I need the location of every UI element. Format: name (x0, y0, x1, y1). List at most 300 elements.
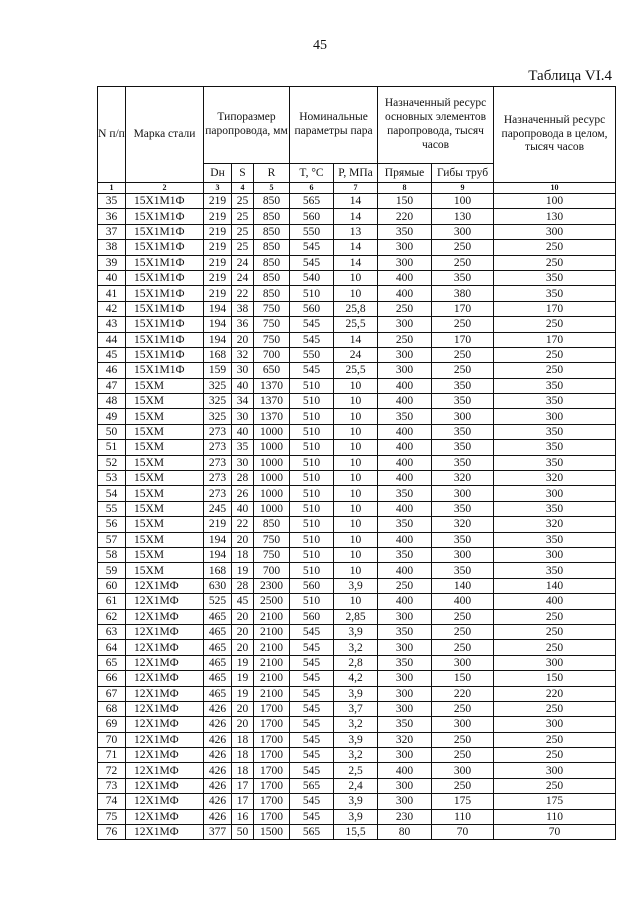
cell-bends: 350 (432, 270, 494, 285)
cell-steel-grade: 15Х1М1Ф (126, 224, 204, 239)
cell-total-resource: 170 (494, 301, 616, 316)
table-row (98, 609, 616, 624)
cell-pressure: 14 (334, 332, 378, 347)
cell-steel-grade: 15Х1М1Ф (126, 301, 204, 316)
cell-dn: 194 (204, 332, 232, 347)
cell-straight: 350 (378, 547, 432, 562)
cell-pressure: 4,2 (334, 671, 378, 686)
cell-s: 20 (232, 624, 254, 639)
cell-total-resource: 250 (494, 701, 616, 716)
cell-n: 52 (98, 455, 126, 470)
cell-pressure: 14 (334, 255, 378, 270)
cell-dn: 426 (204, 701, 232, 716)
cell-steel-grade: 12Х1МФ (126, 825, 204, 840)
header-r: R (254, 164, 290, 183)
cell-steel-grade: 15ХМ (126, 409, 204, 424)
table-row (98, 424, 616, 439)
cell-s: 38 (232, 301, 254, 316)
cell-r: 1000 (254, 440, 290, 455)
table-row (98, 624, 616, 639)
cell-straight: 300 (378, 701, 432, 716)
cell-steel-grade: 12Х1МФ (126, 578, 204, 593)
cell-total-resource: 250 (494, 255, 616, 270)
cell-straight: 250 (378, 301, 432, 316)
cell-total-resource: 70 (494, 825, 616, 840)
cell-temperature: 510 (290, 532, 334, 547)
cell-s: 30 (232, 409, 254, 424)
cell-straight: 350 (378, 517, 432, 532)
cell-r: 2100 (254, 686, 290, 701)
cell-pressure: 14 (334, 209, 378, 224)
cell-straight: 400 (378, 270, 432, 285)
cell-temperature: 510 (290, 594, 334, 609)
cell-temperature: 510 (290, 517, 334, 532)
cell-r: 750 (254, 532, 290, 547)
cell-temperature: 510 (290, 440, 334, 455)
cell-dn: 159 (204, 363, 232, 378)
cell-bends: 300 (432, 409, 494, 424)
cell-total-resource: 300 (494, 486, 616, 501)
cell-r: 850 (254, 517, 290, 532)
cell-s: 20 (232, 532, 254, 547)
header-steam-parameters: Номинальные параметры пара (290, 87, 378, 164)
cell-dn: 325 (204, 394, 232, 409)
table-row (98, 255, 616, 270)
cell-straight: 300 (378, 609, 432, 624)
table-body (98, 194, 616, 840)
table-row (98, 501, 616, 516)
cell-dn: 465 (204, 686, 232, 701)
cell-bends: 350 (432, 424, 494, 439)
cell-n: 58 (98, 547, 126, 562)
cell-r: 850 (254, 224, 290, 239)
cell-steel-grade: 12Х1МФ (126, 701, 204, 716)
cell-straight: 300 (378, 748, 432, 763)
cell-pressure: 14 (334, 194, 378, 209)
cell-total-resource: 300 (494, 655, 616, 670)
cell-temperature: 545 (290, 794, 334, 809)
cell-s: 24 (232, 270, 254, 285)
cell-straight: 400 (378, 501, 432, 516)
cell-total-resource: 250 (494, 748, 616, 763)
cell-straight: 250 (378, 332, 432, 347)
cell-dn: 219 (204, 194, 232, 209)
cell-straight: 400 (378, 532, 432, 547)
cell-r: 750 (254, 317, 290, 332)
table-row (98, 240, 616, 255)
cell-temperature: 545 (290, 332, 334, 347)
cell-r: 2100 (254, 671, 290, 686)
cell-dn: 194 (204, 532, 232, 547)
cell-s: 28 (232, 471, 254, 486)
cell-pressure: 10 (334, 394, 378, 409)
cell-steel-grade: 15ХМ (126, 394, 204, 409)
cell-pressure: 10 (334, 501, 378, 516)
cell-bends: 320 (432, 517, 494, 532)
cell-straight: 350 (378, 624, 432, 639)
cell-dn: 168 (204, 563, 232, 578)
header-elements-resource: Назначенный ресурс основных элементов паропровода, тысяч часов (378, 87, 494, 164)
cell-s: 25 (232, 240, 254, 255)
table-row (98, 471, 616, 486)
cell-dn: 219 (204, 286, 232, 301)
cell-pressure: 2,85 (334, 609, 378, 624)
cell-r: 2100 (254, 609, 290, 624)
cell-dn: 325 (204, 378, 232, 393)
cell-temperature: 545 (290, 701, 334, 716)
cell-dn: 273 (204, 440, 232, 455)
column-number: 2 (126, 183, 204, 194)
cell-dn: 465 (204, 624, 232, 639)
cell-straight: 400 (378, 440, 432, 455)
cell-total-resource: 350 (494, 563, 616, 578)
cell-n: 69 (98, 717, 126, 732)
cell-temperature: 545 (290, 732, 334, 747)
cell-r: 1000 (254, 501, 290, 516)
cell-total-resource: 150 (494, 671, 616, 686)
table-row (98, 640, 616, 655)
header-n: N п/п (98, 87, 126, 183)
cell-total-resource: 250 (494, 609, 616, 624)
cell-s: 24 (232, 255, 254, 270)
cell-temperature: 550 (290, 347, 334, 362)
header-pipe-size: Типоразмер паропровода, мм (204, 87, 290, 164)
cell-temperature: 540 (290, 270, 334, 285)
table-row (98, 301, 616, 316)
cell-n: 64 (98, 640, 126, 655)
cell-bends: 350 (432, 394, 494, 409)
cell-dn: 465 (204, 640, 232, 655)
cell-temperature: 545 (290, 763, 334, 778)
cell-pressure: 13 (334, 224, 378, 239)
cell-s: 22 (232, 517, 254, 532)
table-row (98, 794, 616, 809)
cell-total-resource: 300 (494, 409, 616, 424)
cell-n: 55 (98, 501, 126, 516)
cell-bends: 300 (432, 763, 494, 778)
table-row (98, 347, 616, 362)
cell-dn: 194 (204, 301, 232, 316)
column-number: 9 (432, 183, 494, 194)
column-number: 1 (98, 183, 126, 194)
cell-bends: 250 (432, 778, 494, 793)
cell-r: 750 (254, 547, 290, 562)
cell-temperature: 545 (290, 363, 334, 378)
cell-total-resource: 250 (494, 363, 616, 378)
cell-pressure: 25,8 (334, 301, 378, 316)
cell-r: 1000 (254, 424, 290, 439)
cell-bends: 350 (432, 378, 494, 393)
header-total-resource: Назначенный ресурс паропровода в целом, тысяч часов (494, 87, 616, 183)
cell-straight: 350 (378, 224, 432, 239)
cell-n: 61 (98, 594, 126, 609)
cell-pressure: 3,9 (334, 578, 378, 593)
cell-steel-grade: 15Х1М1Ф (126, 363, 204, 378)
header-bends: Гибы труб (432, 164, 494, 183)
cell-s: 20 (232, 609, 254, 624)
cell-temperature: 510 (290, 547, 334, 562)
cell-straight: 230 (378, 809, 432, 824)
cell-r: 1000 (254, 486, 290, 501)
cell-n: 51 (98, 440, 126, 455)
cell-temperature: 565 (290, 825, 334, 840)
cell-pressure: 10 (334, 270, 378, 285)
table-row (98, 563, 616, 578)
cell-steel-grade: 15ХМ (126, 471, 204, 486)
cell-temperature: 545 (290, 686, 334, 701)
table-row (98, 209, 616, 224)
cell-r: 1700 (254, 809, 290, 824)
cell-total-resource: 250 (494, 732, 616, 747)
cell-r: 1370 (254, 394, 290, 409)
cell-steel-grade: 12Х1МФ (126, 748, 204, 763)
cell-total-resource: 350 (494, 286, 616, 301)
cell-temperature: 545 (290, 317, 334, 332)
cell-straight: 400 (378, 471, 432, 486)
cell-n: 37 (98, 224, 126, 239)
cell-total-resource: 110 (494, 809, 616, 824)
header-steel-grade: Марка стали (126, 87, 204, 183)
cell-pressure: 3,2 (334, 748, 378, 763)
table-row (98, 547, 616, 562)
cell-dn: 426 (204, 717, 232, 732)
cell-r: 1700 (254, 748, 290, 763)
cell-n: 40 (98, 270, 126, 285)
cell-n: 46 (98, 363, 126, 378)
cell-bends: 300 (432, 547, 494, 562)
cell-total-resource: 350 (494, 394, 616, 409)
cell-n: 76 (98, 825, 126, 840)
cell-n: 66 (98, 671, 126, 686)
cell-steel-grade: 12Х1МФ (126, 624, 204, 639)
cell-straight: 300 (378, 317, 432, 332)
cell-straight: 400 (378, 424, 432, 439)
cell-straight: 320 (378, 732, 432, 747)
cell-s: 26 (232, 486, 254, 501)
cell-steel-grade: 12Х1МФ (126, 640, 204, 655)
cell-s: 25 (232, 209, 254, 224)
cell-bends: 300 (432, 655, 494, 670)
cell-steel-grade: 15Х1М1Ф (126, 332, 204, 347)
cell-temperature: 560 (290, 609, 334, 624)
cell-n: 49 (98, 409, 126, 424)
cell-r: 2100 (254, 624, 290, 639)
cell-r: 850 (254, 209, 290, 224)
cell-r: 1000 (254, 455, 290, 470)
cell-bends: 350 (432, 532, 494, 547)
cell-pressure: 10 (334, 594, 378, 609)
cell-dn: 219 (204, 255, 232, 270)
cell-r: 1000 (254, 471, 290, 486)
table-row (98, 655, 616, 670)
cell-bends: 380 (432, 286, 494, 301)
cell-bends: 170 (432, 301, 494, 316)
cell-dn: 525 (204, 594, 232, 609)
cell-steel-grade: 12Х1МФ (126, 763, 204, 778)
cell-r: 750 (254, 332, 290, 347)
cell-pressure: 25,5 (334, 363, 378, 378)
cell-total-resource: 170 (494, 332, 616, 347)
cell-pressure: 10 (334, 486, 378, 501)
table-row (98, 270, 616, 285)
cell-total-resource: 300 (494, 717, 616, 732)
column-number: 8 (378, 183, 432, 194)
cell-total-resource: 350 (494, 270, 616, 285)
column-number: 4 (232, 183, 254, 194)
cell-dn: 465 (204, 655, 232, 670)
cell-straight: 300 (378, 255, 432, 270)
cell-s: 17 (232, 794, 254, 809)
column-number: 10 (494, 183, 616, 194)
cell-s: 25 (232, 224, 254, 239)
cell-bends: 140 (432, 578, 494, 593)
cell-total-resource: 350 (494, 440, 616, 455)
cell-n: 56 (98, 517, 126, 532)
cell-pressure: 2,5 (334, 763, 378, 778)
cell-straight: 350 (378, 655, 432, 670)
cell-s: 17 (232, 778, 254, 793)
table-row (98, 717, 616, 732)
cell-n: 74 (98, 794, 126, 809)
cell-pressure: 3,2 (334, 640, 378, 655)
cell-s: 19 (232, 563, 254, 578)
cell-s: 40 (232, 378, 254, 393)
table-row (98, 763, 616, 778)
column-number: 3 (204, 183, 232, 194)
cell-r: 1700 (254, 794, 290, 809)
cell-steel-grade: 15Х1М1Ф (126, 317, 204, 332)
cell-steel-grade: 15Х1М1Ф (126, 270, 204, 285)
cell-n: 54 (98, 486, 126, 501)
cell-r: 700 (254, 563, 290, 578)
column-number: 5 (254, 183, 290, 194)
header-straight: Прямые (378, 164, 432, 183)
cell-r: 2300 (254, 578, 290, 593)
cell-temperature: 510 (290, 286, 334, 301)
cell-steel-grade: 15Х1М1Ф (126, 240, 204, 255)
cell-temperature: 510 (290, 471, 334, 486)
table-caption: Таблица VI.4 (528, 68, 612, 84)
cell-r: 1700 (254, 778, 290, 793)
table-row (98, 778, 616, 793)
cell-steel-grade: 15ХМ (126, 517, 204, 532)
column-number: 6 (290, 183, 334, 194)
cell-pressure: 10 (334, 378, 378, 393)
table-row (98, 686, 616, 701)
cell-pressure: 3,9 (334, 732, 378, 747)
cell-bends: 250 (432, 640, 494, 655)
cell-dn: 426 (204, 778, 232, 793)
header-dn: Dн (204, 164, 232, 183)
cell-r: 700 (254, 347, 290, 362)
table-row (98, 732, 616, 747)
cell-temperature: 545 (290, 809, 334, 824)
cell-bends: 250 (432, 255, 494, 270)
cell-pressure: 10 (334, 471, 378, 486)
cell-n: 44 (98, 332, 126, 347)
cell-total-resource: 350 (494, 455, 616, 470)
cell-n: 53 (98, 471, 126, 486)
cell-r: 2100 (254, 640, 290, 655)
cell-steel-grade: 15ХМ (126, 378, 204, 393)
cell-pressure: 10 (334, 532, 378, 547)
cell-s: 16 (232, 809, 254, 824)
table-row (98, 486, 616, 501)
column-number-row (98, 183, 616, 194)
cell-r: 1700 (254, 763, 290, 778)
cell-bends: 250 (432, 701, 494, 716)
table-row (98, 440, 616, 455)
cell-n: 42 (98, 301, 126, 316)
cell-straight: 300 (378, 671, 432, 686)
cell-temperature: 565 (290, 778, 334, 793)
cell-bends: 170 (432, 332, 494, 347)
cell-s: 19 (232, 655, 254, 670)
header-s: S (232, 164, 254, 183)
cell-s: 36 (232, 317, 254, 332)
cell-r: 850 (254, 270, 290, 285)
cell-temperature: 560 (290, 578, 334, 593)
cell-steel-grade: 12Х1МФ (126, 794, 204, 809)
steam-pipeline-resource-table (97, 86, 616, 840)
cell-r: 1700 (254, 717, 290, 732)
cell-n: 41 (98, 286, 126, 301)
cell-bends: 300 (432, 486, 494, 501)
cell-n: 65 (98, 655, 126, 670)
cell-temperature: 545 (290, 640, 334, 655)
cell-s: 18 (232, 748, 254, 763)
cell-bends: 250 (432, 732, 494, 747)
cell-pressure: 3,9 (334, 809, 378, 824)
cell-straight: 350 (378, 717, 432, 732)
cell-bends: 70 (432, 825, 494, 840)
cell-s: 22 (232, 286, 254, 301)
cell-s: 34 (232, 394, 254, 409)
cell-s: 32 (232, 347, 254, 362)
cell-steel-grade: 15Х1М1Ф (126, 209, 204, 224)
cell-s: 19 (232, 686, 254, 701)
cell-steel-grade: 12Х1МФ (126, 717, 204, 732)
cell-straight: 400 (378, 286, 432, 301)
cell-dn: 168 (204, 347, 232, 362)
cell-straight: 350 (378, 486, 432, 501)
cell-dn: 273 (204, 424, 232, 439)
cell-pressure: 10 (334, 409, 378, 424)
cell-n: 45 (98, 347, 126, 362)
cell-s: 20 (232, 640, 254, 655)
cell-temperature: 545 (290, 655, 334, 670)
cell-s: 30 (232, 363, 254, 378)
cell-straight: 300 (378, 347, 432, 362)
cell-s: 35 (232, 440, 254, 455)
cell-n: 67 (98, 686, 126, 701)
table-row (98, 671, 616, 686)
cell-r: 650 (254, 363, 290, 378)
cell-temperature: 545 (290, 671, 334, 686)
cell-pressure: 3,7 (334, 701, 378, 716)
cell-s: 25 (232, 194, 254, 209)
cell-dn: 426 (204, 732, 232, 747)
cell-temperature: 510 (290, 378, 334, 393)
cell-dn: 465 (204, 671, 232, 686)
cell-total-resource: 100 (494, 194, 616, 209)
page-number: 45 (313, 38, 327, 53)
cell-n: 43 (98, 317, 126, 332)
cell-pressure: 14 (334, 240, 378, 255)
cell-dn: 194 (204, 547, 232, 562)
cell-dn: 465 (204, 609, 232, 624)
cell-dn: 273 (204, 471, 232, 486)
